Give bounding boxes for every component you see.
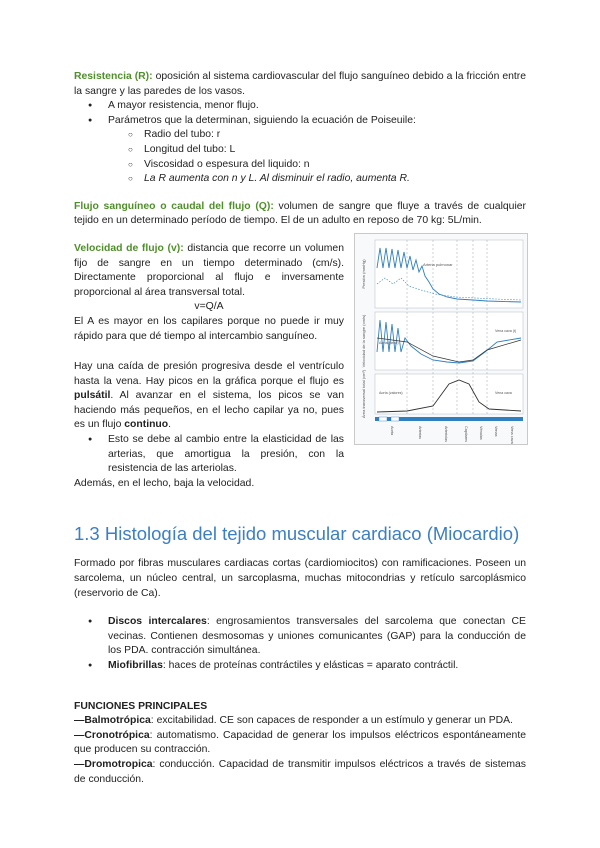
x-label: Aorta bbox=[390, 426, 394, 436]
funcion-item bbox=[74, 758, 526, 787]
funcion-term: —Dromotropica bbox=[74, 758, 153, 770]
hemodynamics-figure bbox=[354, 233, 528, 445]
presion-text-c: . bbox=[168, 419, 172, 431]
section-intro: Formado por fibras musculares cardiacas cortas (cardiomiocitos) con ramificaciones. Poseen un sarcolema, un núcleo central, un sarcoplasma, muchas mitocondrias y retículo sarcoplásmico (reservorio de Ca). bbox=[74, 558, 526, 599]
curve-label: Vena cava bbox=[495, 391, 512, 395]
flujo-term: Flujo sanguíneo o caudal del flujo (Q): bbox=[74, 200, 274, 212]
section-title: 1.3 Histología del tejido muscular cardiaco (Miocardio) bbox=[74, 523, 520, 545]
x-label: Arterias bbox=[418, 426, 422, 440]
funcion-term: —Balmotrópica bbox=[74, 715, 151, 727]
velocidad-text: distancia que recorre un volumen fijo de sangre en un tiempo determinado (cm/s). Directamente proporcional al flujo e inversamente proporcional al área transversal total. bbox=[74, 242, 344, 298]
x-label: Vénulas bbox=[479, 426, 483, 440]
continuo-word: continuo bbox=[124, 419, 169, 431]
resistencia-text: oposición al sistema cardiovascular del flujo sanguíneo debido a la fricción entre la sangre y las paredes de los vasos. bbox=[74, 71, 527, 97]
resistencia-paragraph bbox=[74, 70, 526, 99]
velocidad-paragraph bbox=[74, 242, 344, 300]
list-item: ○ Radio del tubo: r bbox=[74, 128, 526, 143]
velocidad-block bbox=[74, 242, 344, 477]
presion-text-b: . Al avanzar en el sistema, los picos se van haciendo más pequeños, en el lecho capilar ya no, pues es un flujo bbox=[74, 390, 344, 431]
pulsatil-word: pulsátil bbox=[74, 390, 111, 402]
list-item bbox=[74, 659, 526, 674]
resistencia-term: Resistencia (R): bbox=[74, 71, 153, 82]
curve-label: Arteria pulmonar bbox=[423, 262, 453, 267]
velocidad-term: Velocidad de flujo (v): bbox=[74, 242, 184, 254]
x-label: Venas bbox=[494, 426, 498, 437]
item-term: Discos intercalares bbox=[108, 616, 207, 628]
list-item: ● A mayor resistencia, menor flujo. bbox=[74, 99, 526, 114]
y-label: Velocidad de la sangre (cm/s) bbox=[361, 314, 366, 368]
list-item: ● Parámetros que la determinan, siguiendo la ecuación de Poiseuile: bbox=[74, 114, 526, 129]
presion-list bbox=[74, 433, 344, 477]
item-term: Miofibrillas bbox=[108, 660, 163, 671]
curve-label: Aorta (lleno) bbox=[379, 341, 399, 345]
flujo-paragraph bbox=[74, 200, 526, 229]
presion-closing: Además, en el lecho, baja la velocidad. bbox=[74, 477, 255, 489]
x-label: Capilares bbox=[464, 426, 468, 443]
funcion-item bbox=[74, 714, 526, 729]
funcion-text: : excitabilidad. CE son capaces de responder a un estímulo y generar un PDA. bbox=[150, 715, 513, 727]
presion-text-a: Hay una caída de presión progresiva desde el ventrículo hasta la vena. Hay picos en la gráfica porque el flujo es bbox=[74, 361, 344, 387]
histologia-list bbox=[74, 615, 526, 673]
x-label: Vena cava bbox=[510, 426, 514, 444]
list-item: ○ La R aumenta con n y L. Al disminuir el radio, aumenta R. bbox=[74, 172, 526, 187]
list-item: ○ Viscosidad o espesura del liquido: n bbox=[74, 158, 526, 173]
funcion-text: : conducción. Capacidad de transmitir impulsos eléctricos a través de sistemas de conducción. bbox=[74, 758, 526, 785]
funciones-heading: FUNCIONES PRINCIPALES bbox=[74, 700, 208, 712]
list-item: ○ Longitud del tubo: L bbox=[74, 143, 526, 158]
y-label: Presión (mmHg) bbox=[361, 259, 366, 289]
item-text: : engrosamientos transversales del sarcolema que conectan CE vecinas. Contienen desmosomas y uniones comunicantes (GAP) para la conducción de los PDA. contracción simultánea. bbox=[108, 616, 526, 657]
x-label: Arteriolas bbox=[444, 426, 448, 443]
y-label: Área transversal total (cm²) bbox=[361, 369, 366, 419]
flujo-text: volumen de sangre que fluye a través de cualquier tejido en un determinado período de tiempo. El de un adulto en reposo de 70 kg: 5L/min. bbox=[74, 200, 527, 227]
curve-label: Vena cava (t) bbox=[495, 329, 517, 333]
list-item bbox=[74, 615, 526, 659]
funcion-term: —Cronotrópica bbox=[74, 729, 150, 741]
velocidad-note: El A es mayor en los capilares porque no puede ir muy rápido para que dé tiempo al intercambio sanguíneo. bbox=[74, 315, 344, 342]
funcion-item bbox=[74, 729, 526, 758]
list-item: ● Esto se debe al cambio entre la elasticidad de las arterias, que amortigua la presión, con la resistencia de las arteriolas. bbox=[74, 433, 344, 477]
item-text: : haces de proteínas contráctiles y elásticas = aparato contráctil. bbox=[162, 660, 459, 671]
curve-label: Aorta (valores) bbox=[379, 391, 403, 395]
x-labels bbox=[390, 426, 514, 444]
funcion-text: : automatismo. Capacidad de generar los impulsos eléctricos espontáneamente que producen su contracción. bbox=[74, 729, 526, 756]
velocidad-formula: v=Q/A bbox=[194, 301, 224, 313]
hemodynamics-figure-svg bbox=[355, 234, 527, 444]
vessel-band-marker bbox=[379, 417, 387, 421]
vessel-band-marker bbox=[391, 417, 399, 421]
presion-paragraph bbox=[74, 360, 344, 433]
resistencia-list bbox=[74, 99, 526, 187]
